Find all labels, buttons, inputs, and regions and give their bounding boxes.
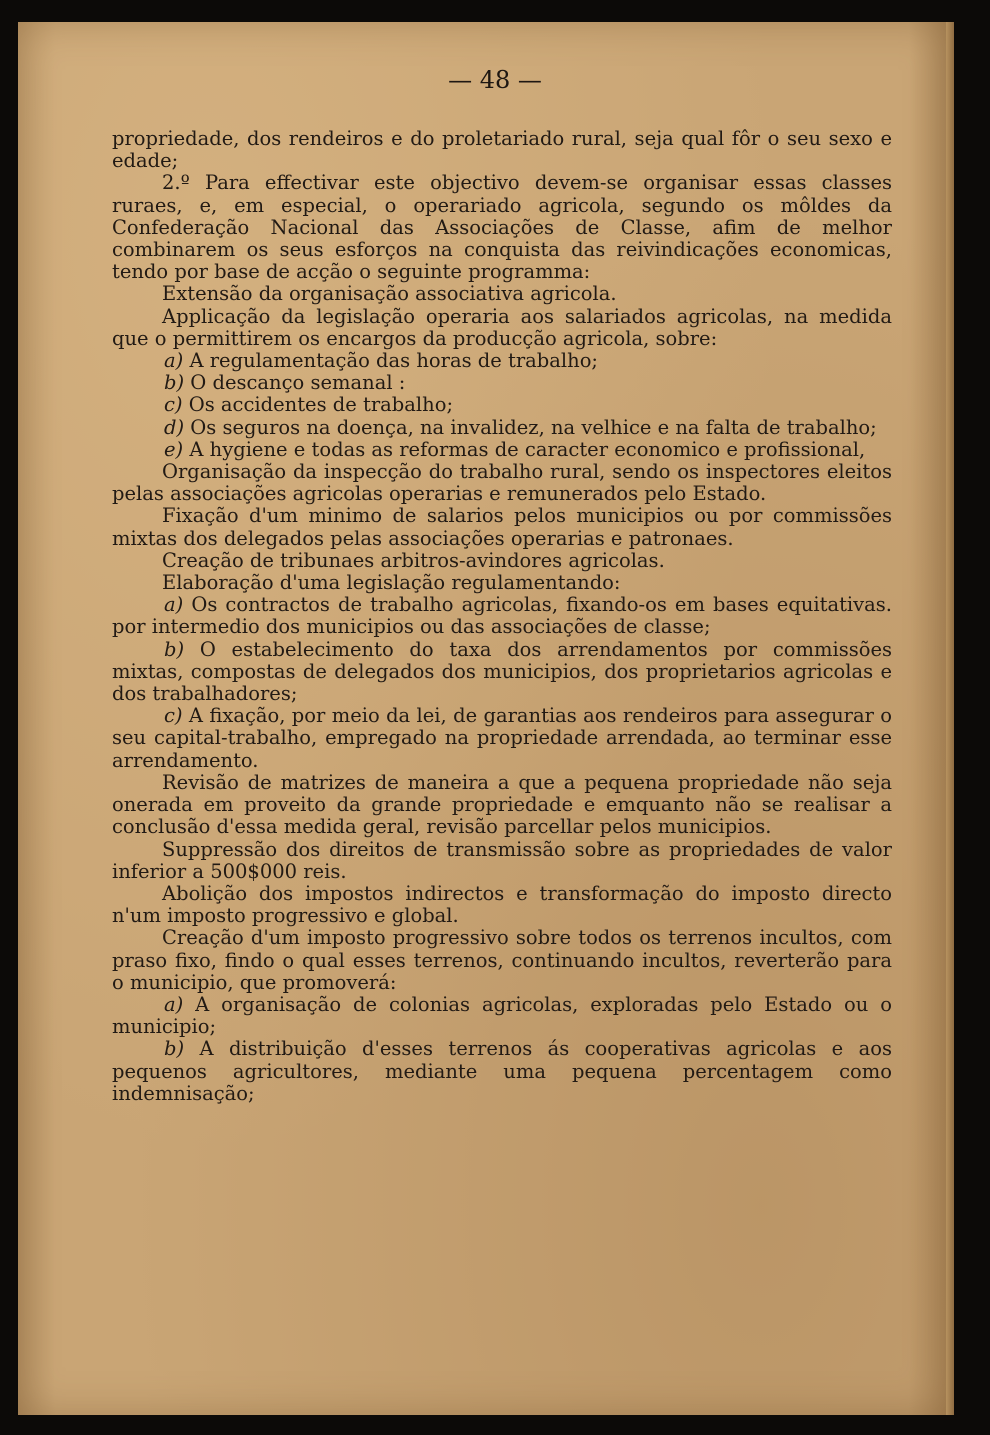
list-text: O descanço semanal : xyxy=(190,371,406,395)
page-number: — 48 — xyxy=(448,66,542,94)
paragraph: Fixação d'um minimo de salarios pelos municipios ou por commissões mixtas dos delegados pelas associações operarias e patronaes. xyxy=(112,504,892,550)
list-label: d) xyxy=(164,415,185,439)
paragraph: Revisão de matrizes de maneira a que a pequena propriedade não seja onerada em proveito da grande propriedade e emquanto não se realisar a conclusão d'essa medida geral, revisão parcellar pelos municipios. xyxy=(112,770,892,839)
paragraph: Abolição dos impostos indirectos e transformação do imposto directo n'um imposto progressivo e global. xyxy=(112,881,892,928)
list-text: A regulamentação das horas de trabalho; xyxy=(189,349,599,373)
list-text: A organisação de colonias agricolas, exploradas pelo Estado ou o municipio; xyxy=(112,992,893,1039)
list-text: A fixação, por meio da lei, de garantias aos rendeiros para assegurar o seu capital-trabalho, empregado na propriedade arrendada, ao terminar esse arrendamento. xyxy=(112,704,892,772)
list-label: e) xyxy=(164,437,184,461)
paragraph: Suppressão dos direitos de transmissão sobre as propriedades de valor inferior a 500$000 reis. xyxy=(112,837,892,883)
paragraph: Creação de tribunaes arbitros-avindores agricolas. xyxy=(162,548,665,572)
list-item xyxy=(112,639,892,706)
list-text: Os accidentes de trabalho; xyxy=(188,393,454,417)
paragraph: Organisação da inspecção do trabalho rural, sendo os inspectores eleitos pelas associações agricolas operarias e remunerados pelo Estado. xyxy=(112,460,892,506)
body-text xyxy=(112,128,892,1105)
list-label: a) xyxy=(164,593,184,617)
list-text: Os seguros na doença, na invalidez, na velhice e na falta de trabalho; xyxy=(190,415,877,439)
list-item xyxy=(112,417,892,439)
list-label: c) xyxy=(164,704,183,728)
paragraph: Applicação da legislação operaria aos salariados agricolas, na medida que o permittirem os encargos da producção agricola, sobre: xyxy=(112,304,892,350)
list-label: a) xyxy=(164,992,184,1016)
list-item xyxy=(112,439,892,461)
list-label: b) xyxy=(164,1037,185,1061)
list-item xyxy=(112,350,892,372)
list-text: Os contractos de trabalho agricolas, fixando-os em bases equitativas. por intermedio dos municipios ou das associações de classe; xyxy=(112,593,893,639)
list-label: c) xyxy=(164,393,183,417)
paragraph: Creação d'um imposto progressivo sobre todos os terrenos incultos, com praso fixo, findo o qual esses terrenos, continuando incultos, reverterão para o municipio, que promoverá: xyxy=(112,926,892,994)
list-label: b) xyxy=(164,371,185,395)
list-text: A hygiene e todas as reformas de caracter economico e profissional, xyxy=(189,437,866,461)
list-item xyxy=(112,594,892,638)
paragraph: Elaboração d'uma legislação regulamentando: xyxy=(162,571,621,595)
list-text: O estabelecimento do taxa dos arrendamentos por commissões mixtas, compostas de delegados dos municipios, dos proprietarios agricolas e dos trabalhadores; xyxy=(112,637,892,706)
list-item xyxy=(112,994,892,1038)
list-text: A distribuição d'esses terrenos ás cooperativas agricolas e aos pequenos agricultores, mediante uma pequena percentagem como indemnisação; xyxy=(112,1037,892,1105)
page-edge xyxy=(946,22,954,1415)
paragraph: 2.º Para effectivar este objectivo devem-se organisar essas classes ruraes, e, em especial, o operariado agricola, segundo os môldes da Confederação Nacional das Associações de Classe, afim de melhor combinarem os seus esforços na conquista das reivindicações economicas, tendo por base de acção o seguinte programma: xyxy=(112,171,892,284)
list-item xyxy=(112,1038,892,1105)
list-item xyxy=(112,372,892,394)
list-item xyxy=(112,705,892,772)
list-label: b) xyxy=(164,637,185,661)
list-item xyxy=(112,394,892,416)
paragraph: Extensão da organisação associativa agricola. xyxy=(162,282,617,306)
paragraph: propriedade, dos rendeiros e do proletariado rural, seja qual fôr o seu sexo e edade; xyxy=(112,127,892,173)
list-label: a) xyxy=(164,349,184,373)
